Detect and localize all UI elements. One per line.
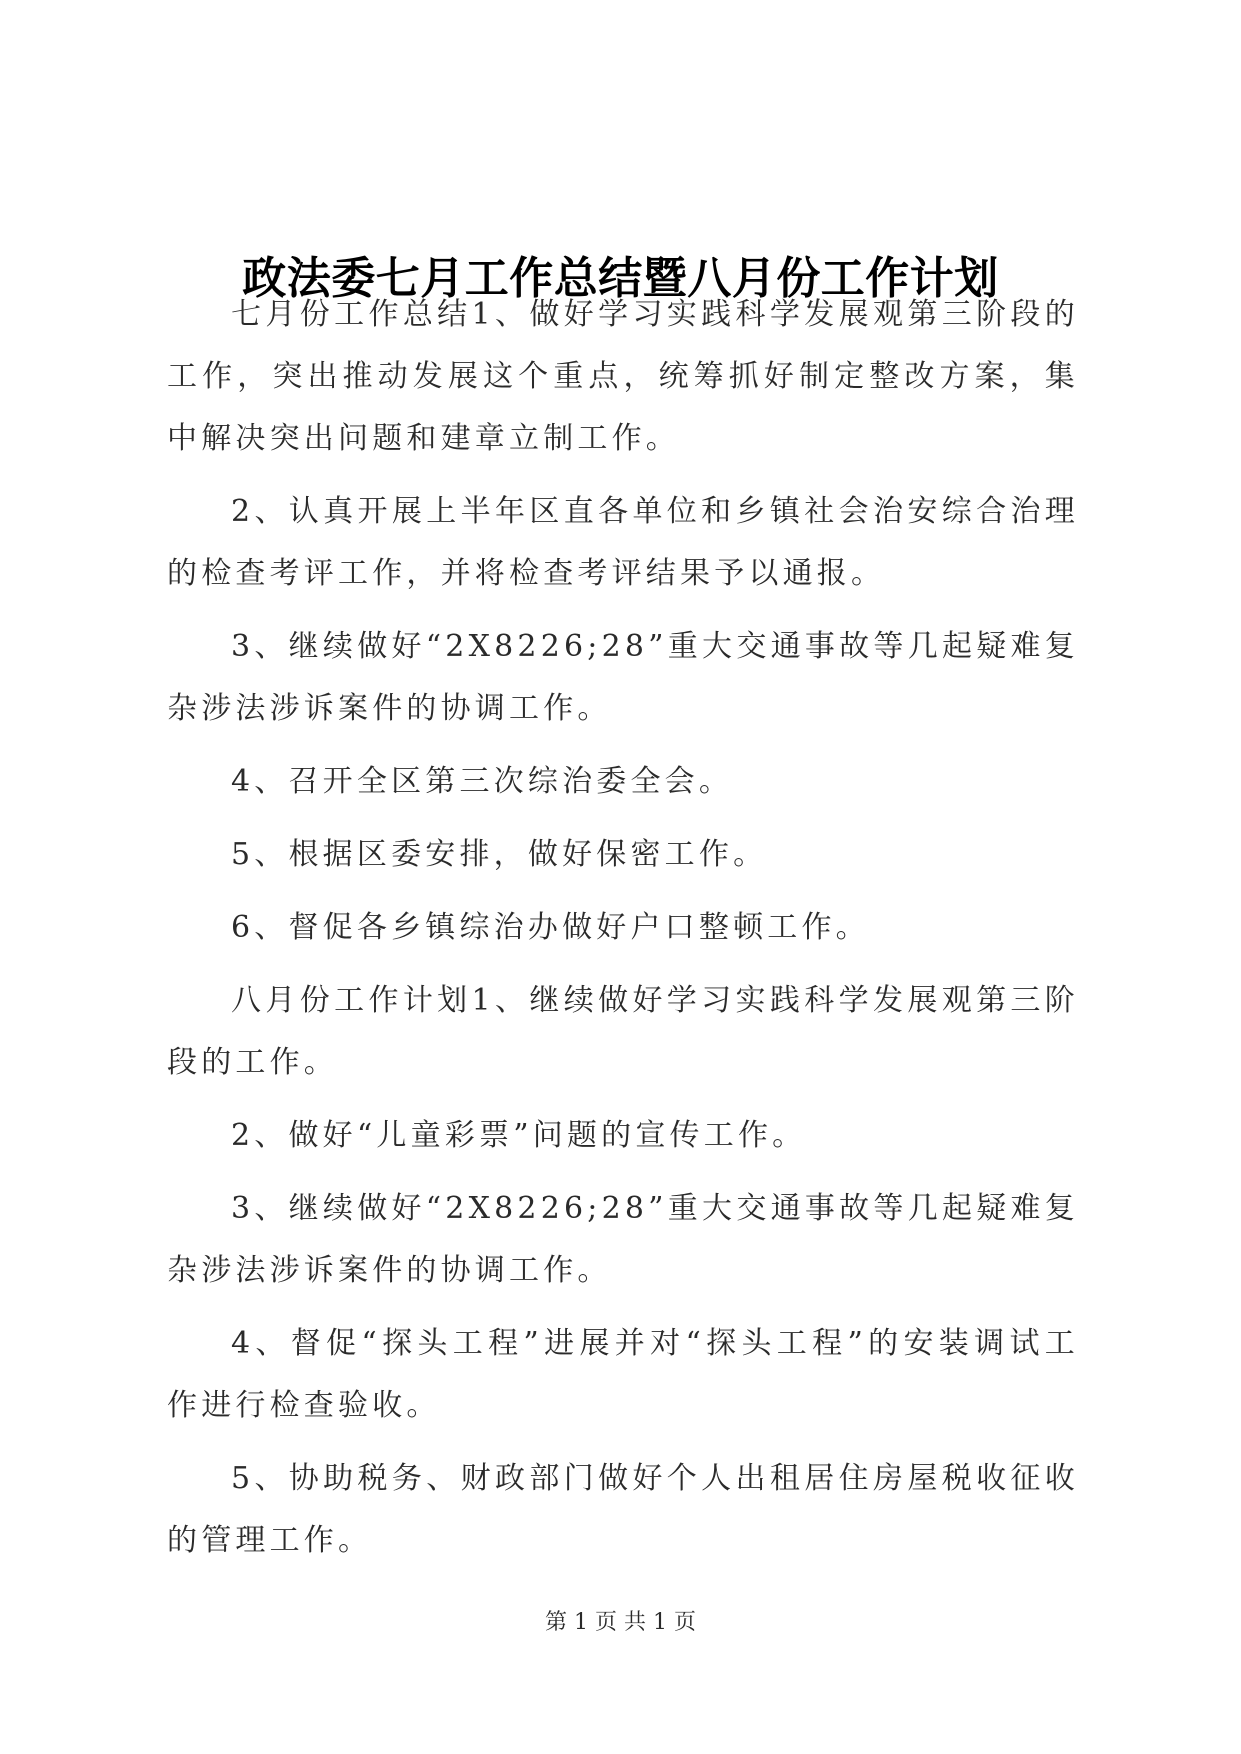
page-footer: 第 1 页 共 1 页 xyxy=(545,1610,696,1635)
paragraph-july-item-2: 2、认真开展上半年区直各单位和乡镇社会治安综合治理的检查考评工作，并将检查考评结果予以通报。 xyxy=(167,494,1079,591)
paragraph-july-item-3: 3、继续做好“2X8226;28”重大交通事故等几起疑难复杂涉法涉诉案件的协调工作。 xyxy=(167,629,1079,726)
paragraph-july-summary-1: 七月份工作总结1、做好学习实践科学发展观第三阶段的工作，突出推动发展这个重点，统筹抓好制定整改方案，集中解决突出问题和建章立制工作。 xyxy=(167,297,1079,456)
paragraph-july-item-6: 6、督促各乡镇综治办做好户口整顿工作。 xyxy=(231,910,870,945)
document-body xyxy=(167,284,1079,1583)
paragraph-august-item-3: 3、继续做好“2X8226;28”重大交通事故等几起疑难复杂涉法涉诉案件的协调工作。 xyxy=(167,1191,1079,1288)
paragraph-july-item-5: 5、根据区委安排，做好保密工作。 xyxy=(231,837,768,872)
paragraph-july-item-4: 4、召开全区第三次综治委全会。 xyxy=(231,764,734,799)
paragraph-august-item-4: 4、督促“探头工程”进展并对“探头工程”的安装调试工作进行检查验收。 xyxy=(167,1326,1079,1423)
paragraph-august-plan-1: 八月份工作计划1、继续做好学习实践科学发展观第三阶段的工作。 xyxy=(167,983,1079,1080)
paragraph-august-item-5: 5、协助税务、财政部门做好个人出租居住房屋税收征收的管理工作。 xyxy=(167,1461,1079,1558)
paragraph-august-item-2: 2、做好“儿童彩票”问题的宣传工作。 xyxy=(231,1118,807,1153)
document-title: 政法委七月工作总结暨八月份工作计划 xyxy=(242,253,999,305)
